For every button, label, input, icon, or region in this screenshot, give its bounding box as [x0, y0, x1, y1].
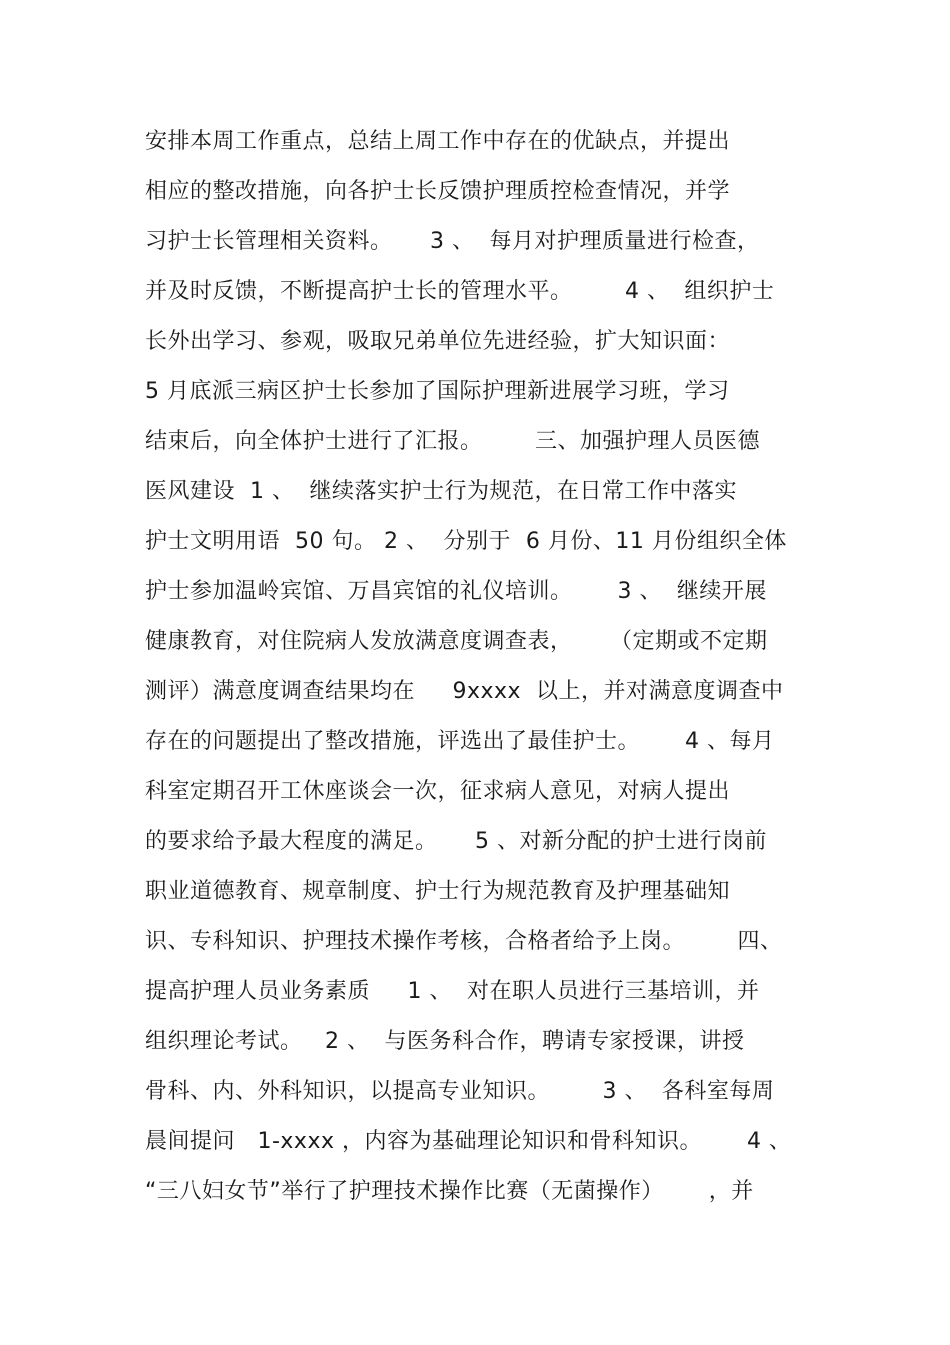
text-line-16: 职业道德教育、规章制度、护士行为规范教育及护理基础知 [145, 879, 731, 904]
text-line-9: 护士文明用语 50 句。 2 、 分别于 6 月份、11 月份组织全体 [145, 529, 787, 554]
text-line-11: 健康教育，对住院病人发放满意度调查表， （定期或不定期 [145, 629, 768, 654]
text-line-17: 识、专科知识、护理技术操作考核，合格者给予上岗。 四、 [145, 929, 783, 954]
text-line-20: 骨科、内、外科知识，以提高专业知识。 3 、 各科室每周 [145, 1079, 775, 1104]
text-line-12: 测评）满意度调查结果均在 9xxxx 以上，并对满意度调查中 [145, 679, 784, 704]
text-line-22: “三八妇女节”举行了护理技术操作比赛（无菌操作） ，并 [145, 1179, 754, 1204]
text-line-7: 结束后，向全体护士进行了汇报。 三、加强护理人员医德 [145, 429, 760, 454]
text-line-10: 护士参加温岭宾馆、万昌宾馆的礼仪培训。 3 、 继续开展 [145, 579, 767, 604]
text-line-1: 安排本周工作重点，总结上周工作中存在的优缺点，并提出 [145, 129, 731, 154]
text-line-19: 组织理论考试。 2 、 与医务科合作，聘请专家授课，讲授 [145, 1029, 745, 1054]
text-line-4: 并及时反馈，不断提高护士长的管理水平。 4 、 组织护士 [145, 279, 775, 304]
text-line-3: 习护士长管理相关资料。 3 、 每月对护理质量进行检查， [145, 229, 760, 254]
text-line-14: 科室定期召开工休座谈会一次，征求病人意见，对病人提出 [145, 779, 731, 804]
text-line-18: 提高护理人员业务素质 1 、 对在职人员进行三基培训，并 [145, 979, 760, 1004]
text-line-6: 5 月底派三病区护士长参加了国际护理新进展学习班，学习 [145, 379, 730, 404]
text-line-8: 医风建设 1 、 继续落实护士行为规范，在日常工作中落实 [145, 479, 737, 504]
text-line-5: 长外出学习、参观，吸取兄弟单位先进经验，扩大知识面： [145, 329, 731, 354]
text-line-13: 存在的问题提出了整改措施，评选出了最佳护士。 4 、每月 [145, 729, 775, 754]
text-line-2: 相应的整改措施，向各护士长反馈护理质控检查情况，并学 [145, 179, 731, 204]
text-line-21: 晨间提问 1-xxxx ，内容为基础理论知识和骨科知识。 4 、 [145, 1129, 792, 1154]
text-line-15: 的要求给予最大程度的满足。 5 、对新分配的护士进行岗前 [145, 829, 767, 854]
